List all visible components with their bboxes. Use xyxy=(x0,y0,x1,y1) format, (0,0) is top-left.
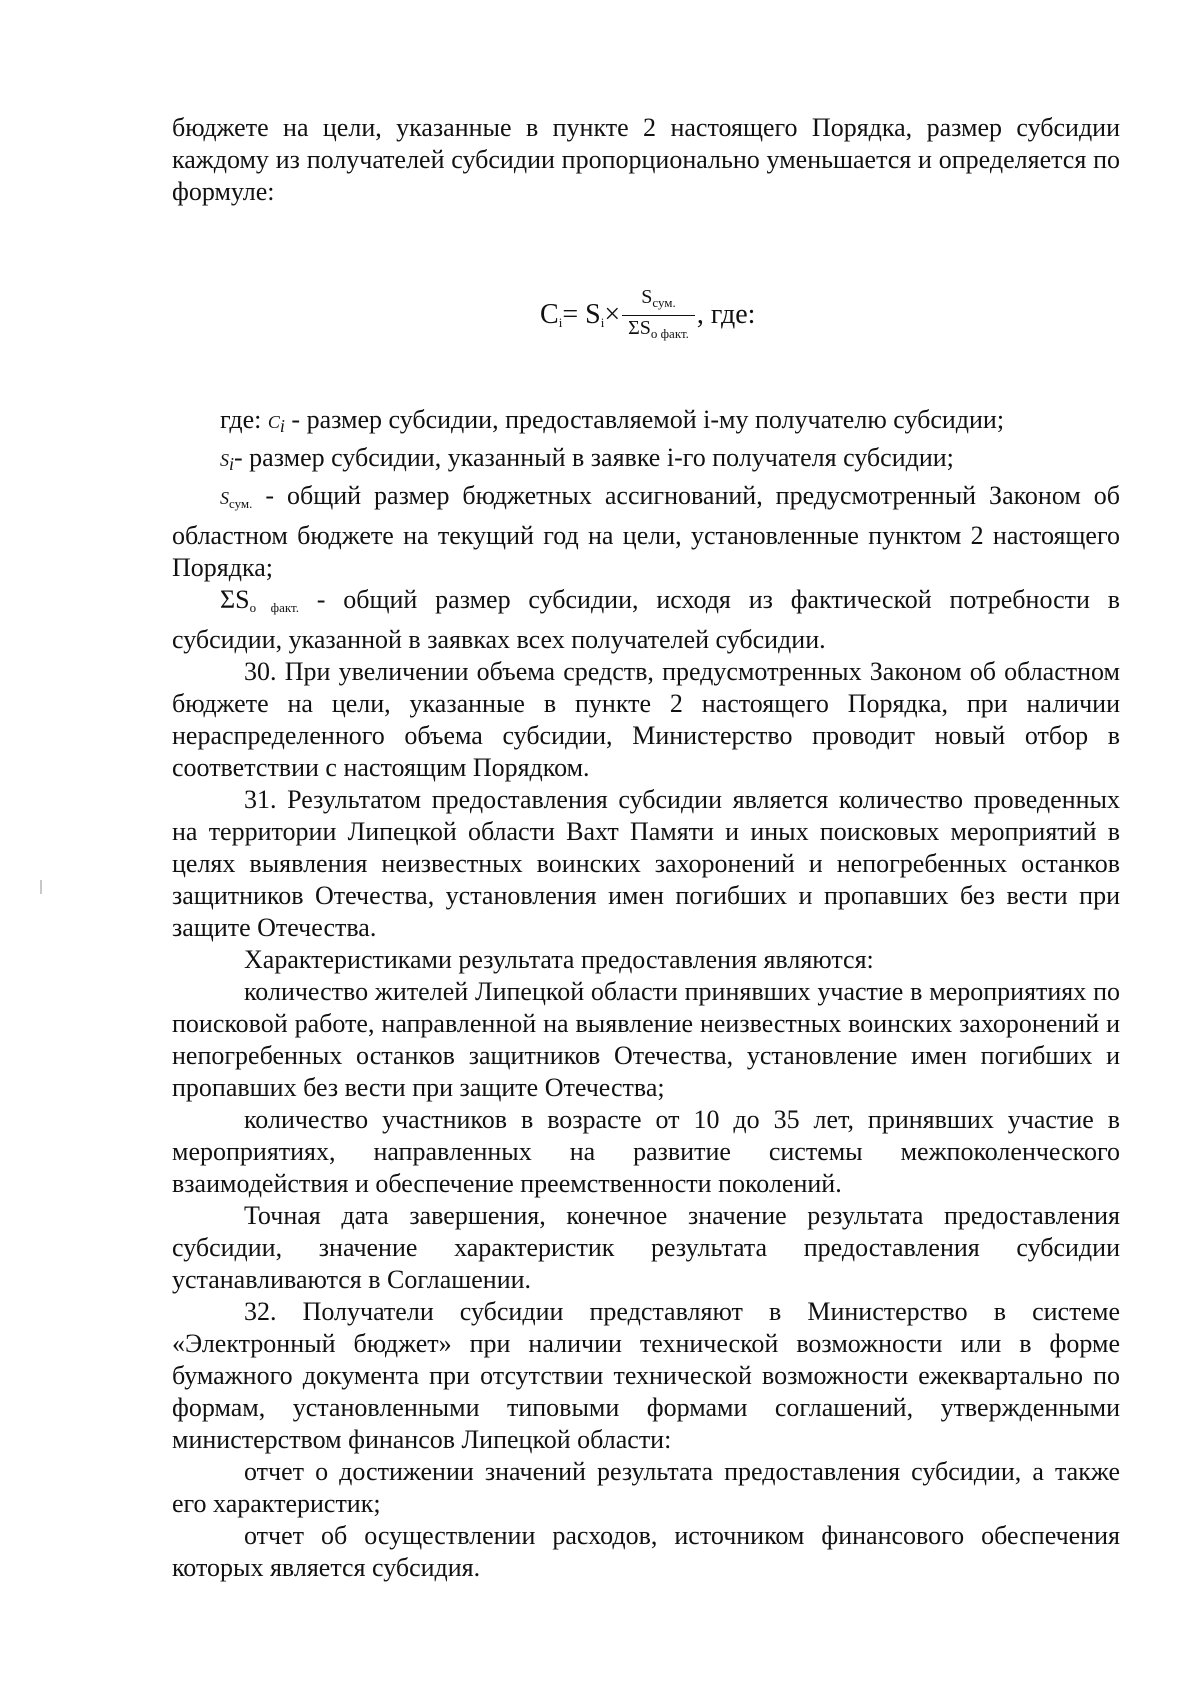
subsidy-formula xyxy=(540,280,755,350)
formula-lhs: $C_i$ xyxy=(540,299,563,330)
formula-fraction xyxy=(622,285,695,346)
formula-numerator: $S_{сум.}$ xyxy=(641,285,676,310)
definition-ci: где: $C_i$ - размер субсидии, предоставляемой i-му получателю субсидии; xyxy=(220,405,1005,436)
formula-times: × xyxy=(604,299,621,330)
scan-artifact xyxy=(40,880,42,894)
paragraph-32: 32. Получатели субсидии представляют в Министерство в системе «Электронный бюджет» при наличии технической возможности или в форме бумажного документа при отсутствии технической возможности ежеквартально по формам, установленными типовыми формами соглашений, утвержденными министерством финансов Липецкой области: xyxy=(172,1297,1120,1454)
formula-si: = $S_i$ xyxy=(562,299,605,330)
paragraph-32-report-1: отчет о достижении значений результата предоставления субсидии, а также его характеристик; xyxy=(172,1457,1120,1518)
definition-s-sum: $S_{сум.}$ - общий размер бюджетных ассигнований, предусмотренный Законом об областном бюджете на текущий год на цели, установленные пунктом 2 настоящего Порядка; xyxy=(172,481,1120,582)
definition-si: $S_i-$ размер субсидии, указанный в заявке i-го получателя субсидии; xyxy=(220,443,954,474)
paragraph-31-characteristic-1: количество жителей Липецкой области принявших участие в мероприятиях по поисковой работе, направленной на выявление неизвестных воинских захоронений и непогребенных останков защитников Отечества, установление имен погибших и пропавших без вести при защите Отечества; xyxy=(172,977,1120,1102)
intro-paragraph xyxy=(172,112,1120,208)
formula-denominator: $\Sigma S_{о факт.}$ xyxy=(622,315,695,346)
definition-s-fact: $\Sigma S_{о факт.}$ - общий размер субсидии, исходя из фактической потребности в субсидии, указанной в заявках всех получателей субсидии. xyxy=(172,585,1121,654)
paragraph-31-characteristic-2: количество участников в возрасте от 10 до 35 лет, принявших участие в мероприятиях, направленных на развитие системы межпоколенческого взаимодействия и обеспечение преемственности поколений. xyxy=(172,1105,1120,1198)
paragraph-31-characteristics-heading: Характеристиками результата предоставления являются: xyxy=(244,945,874,974)
formula-tail: , где: xyxy=(696,299,756,330)
paragraph-31: 31. Результатом предоставления субсидии является количество проведенных на территории Липецкой области Вахт Памяти и иных поисковых мероприятий в целях выявления неизвестных воинских захоронений и непогребенных останков защитников Отечества, установления имен погибших и пропавших без вести при защите Отечества. xyxy=(172,785,1120,942)
definitions-block xyxy=(172,404,1120,1584)
intro-text: бюджете на цели, указанные в пункте 2 настоящего Порядка, размер субсидии каждому из получателей субсидии пропорционально уменьшается и определяется по формуле: xyxy=(172,113,1120,206)
paragraph-32-report-2: отчет об осуществлении расходов, источником финансового обеспечения которых является субсидия. xyxy=(172,1521,1120,1582)
paragraph-30: 30. При увеличении объема средств, предусмотренных Законом об областном бюджете на цели, указанные в пункте 2 настоящего Порядка, при наличии нераспределенного объема субсидии, Министерство проводит новый отбор в соответствии с настоящим Порядком. xyxy=(172,657,1120,782)
paragraph-31-completion: Точная дата завершения, конечное значение результата предоставления субсидии, значение характеристик результата предоставления субсидии устанавливаются в Соглашении. xyxy=(172,1201,1120,1294)
